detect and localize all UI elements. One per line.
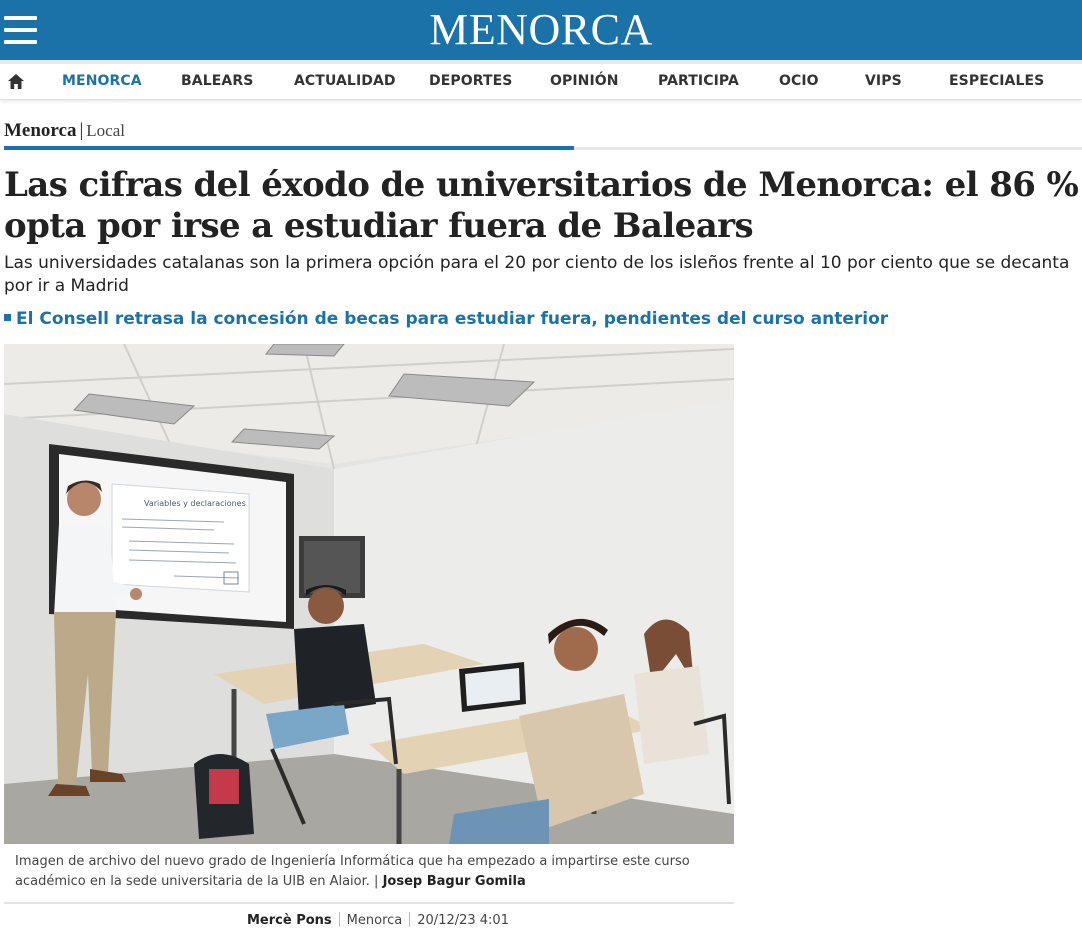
section-breadcrumb bbox=[4, 120, 125, 142]
home-icon[interactable] bbox=[8, 74, 24, 89]
byline-separator bbox=[409, 912, 410, 927]
nav-item-ocio[interactable]: OCIO bbox=[779, 73, 819, 89]
article-subtitle: Las universidades catalanas son la primera opción para el 20 por ciento de los isleños frente al 10 por ciento que se decanta por ir a Madrid bbox=[4, 253, 1070, 296]
top-header bbox=[0, 0, 1082, 60]
nav-item-vips[interactable]: VIPS bbox=[865, 73, 902, 89]
byline-section[interactable]: Menorca bbox=[346, 913, 403, 928]
main-nav bbox=[0, 60, 1082, 100]
byline-datetime: 20/12/23 4:01 bbox=[417, 913, 509, 928]
nav-item-actualidad[interactable]: ACTUALIDAD bbox=[294, 73, 396, 89]
classroom-photo-illustration bbox=[4, 344, 734, 844]
related-article-label: El Consell retrasa la concesión de becas para estudiar fuera, pendientes del curso anterior bbox=[16, 309, 889, 329]
nav-item-opinion[interactable]: OPINIÓN bbox=[550, 73, 619, 89]
caption-text: Imagen de archivo del nuevo grado de Ingeniería Informática que ha empezado a impartirse este curso académico en la sede universitaria de la UIB en Alaior. bbox=[15, 854, 690, 889]
author-link[interactable]: Mercè Pons bbox=[247, 913, 332, 928]
bullet-square-icon bbox=[4, 314, 11, 321]
article-byline bbox=[247, 912, 509, 928]
nav-item-menorca[interactable]: MENORCA bbox=[62, 73, 142, 89]
nav-item-participa[interactable]: PARTICIPA bbox=[658, 73, 739, 89]
site-logo[interactable]: MENORCA bbox=[429, 5, 653, 54]
article-photo[interactable] bbox=[4, 344, 734, 844]
related-article-link[interactable] bbox=[4, 309, 1079, 329]
caption-separator: | bbox=[374, 874, 379, 889]
section-separator: | bbox=[79, 120, 84, 141]
article-headline: Las cifras del éxodo de universitarios de Menorca: el 86 % opta por irse a estudiar fuera de Balears bbox=[4, 165, 1079, 246]
photo-credit: Josep Bagur Gomila bbox=[382, 874, 526, 889]
caption-divider bbox=[4, 902, 734, 904]
section-divider-accent bbox=[4, 146, 574, 150]
photo-caption bbox=[15, 852, 725, 892]
byline-separator bbox=[339, 912, 340, 927]
nav-item-balears[interactable]: BALEARS bbox=[181, 73, 254, 89]
section-sub-link[interactable]: Local bbox=[86, 121, 125, 140]
section-main-link[interactable]: Menorca bbox=[4, 120, 77, 141]
nav-item-deportes[interactable]: DEPORTES bbox=[429, 73, 513, 89]
slide-title-text: Variables y declaraciones bbox=[144, 499, 246, 508]
nav-item-especiales[interactable]: ESPECIALES bbox=[949, 73, 1045, 89]
